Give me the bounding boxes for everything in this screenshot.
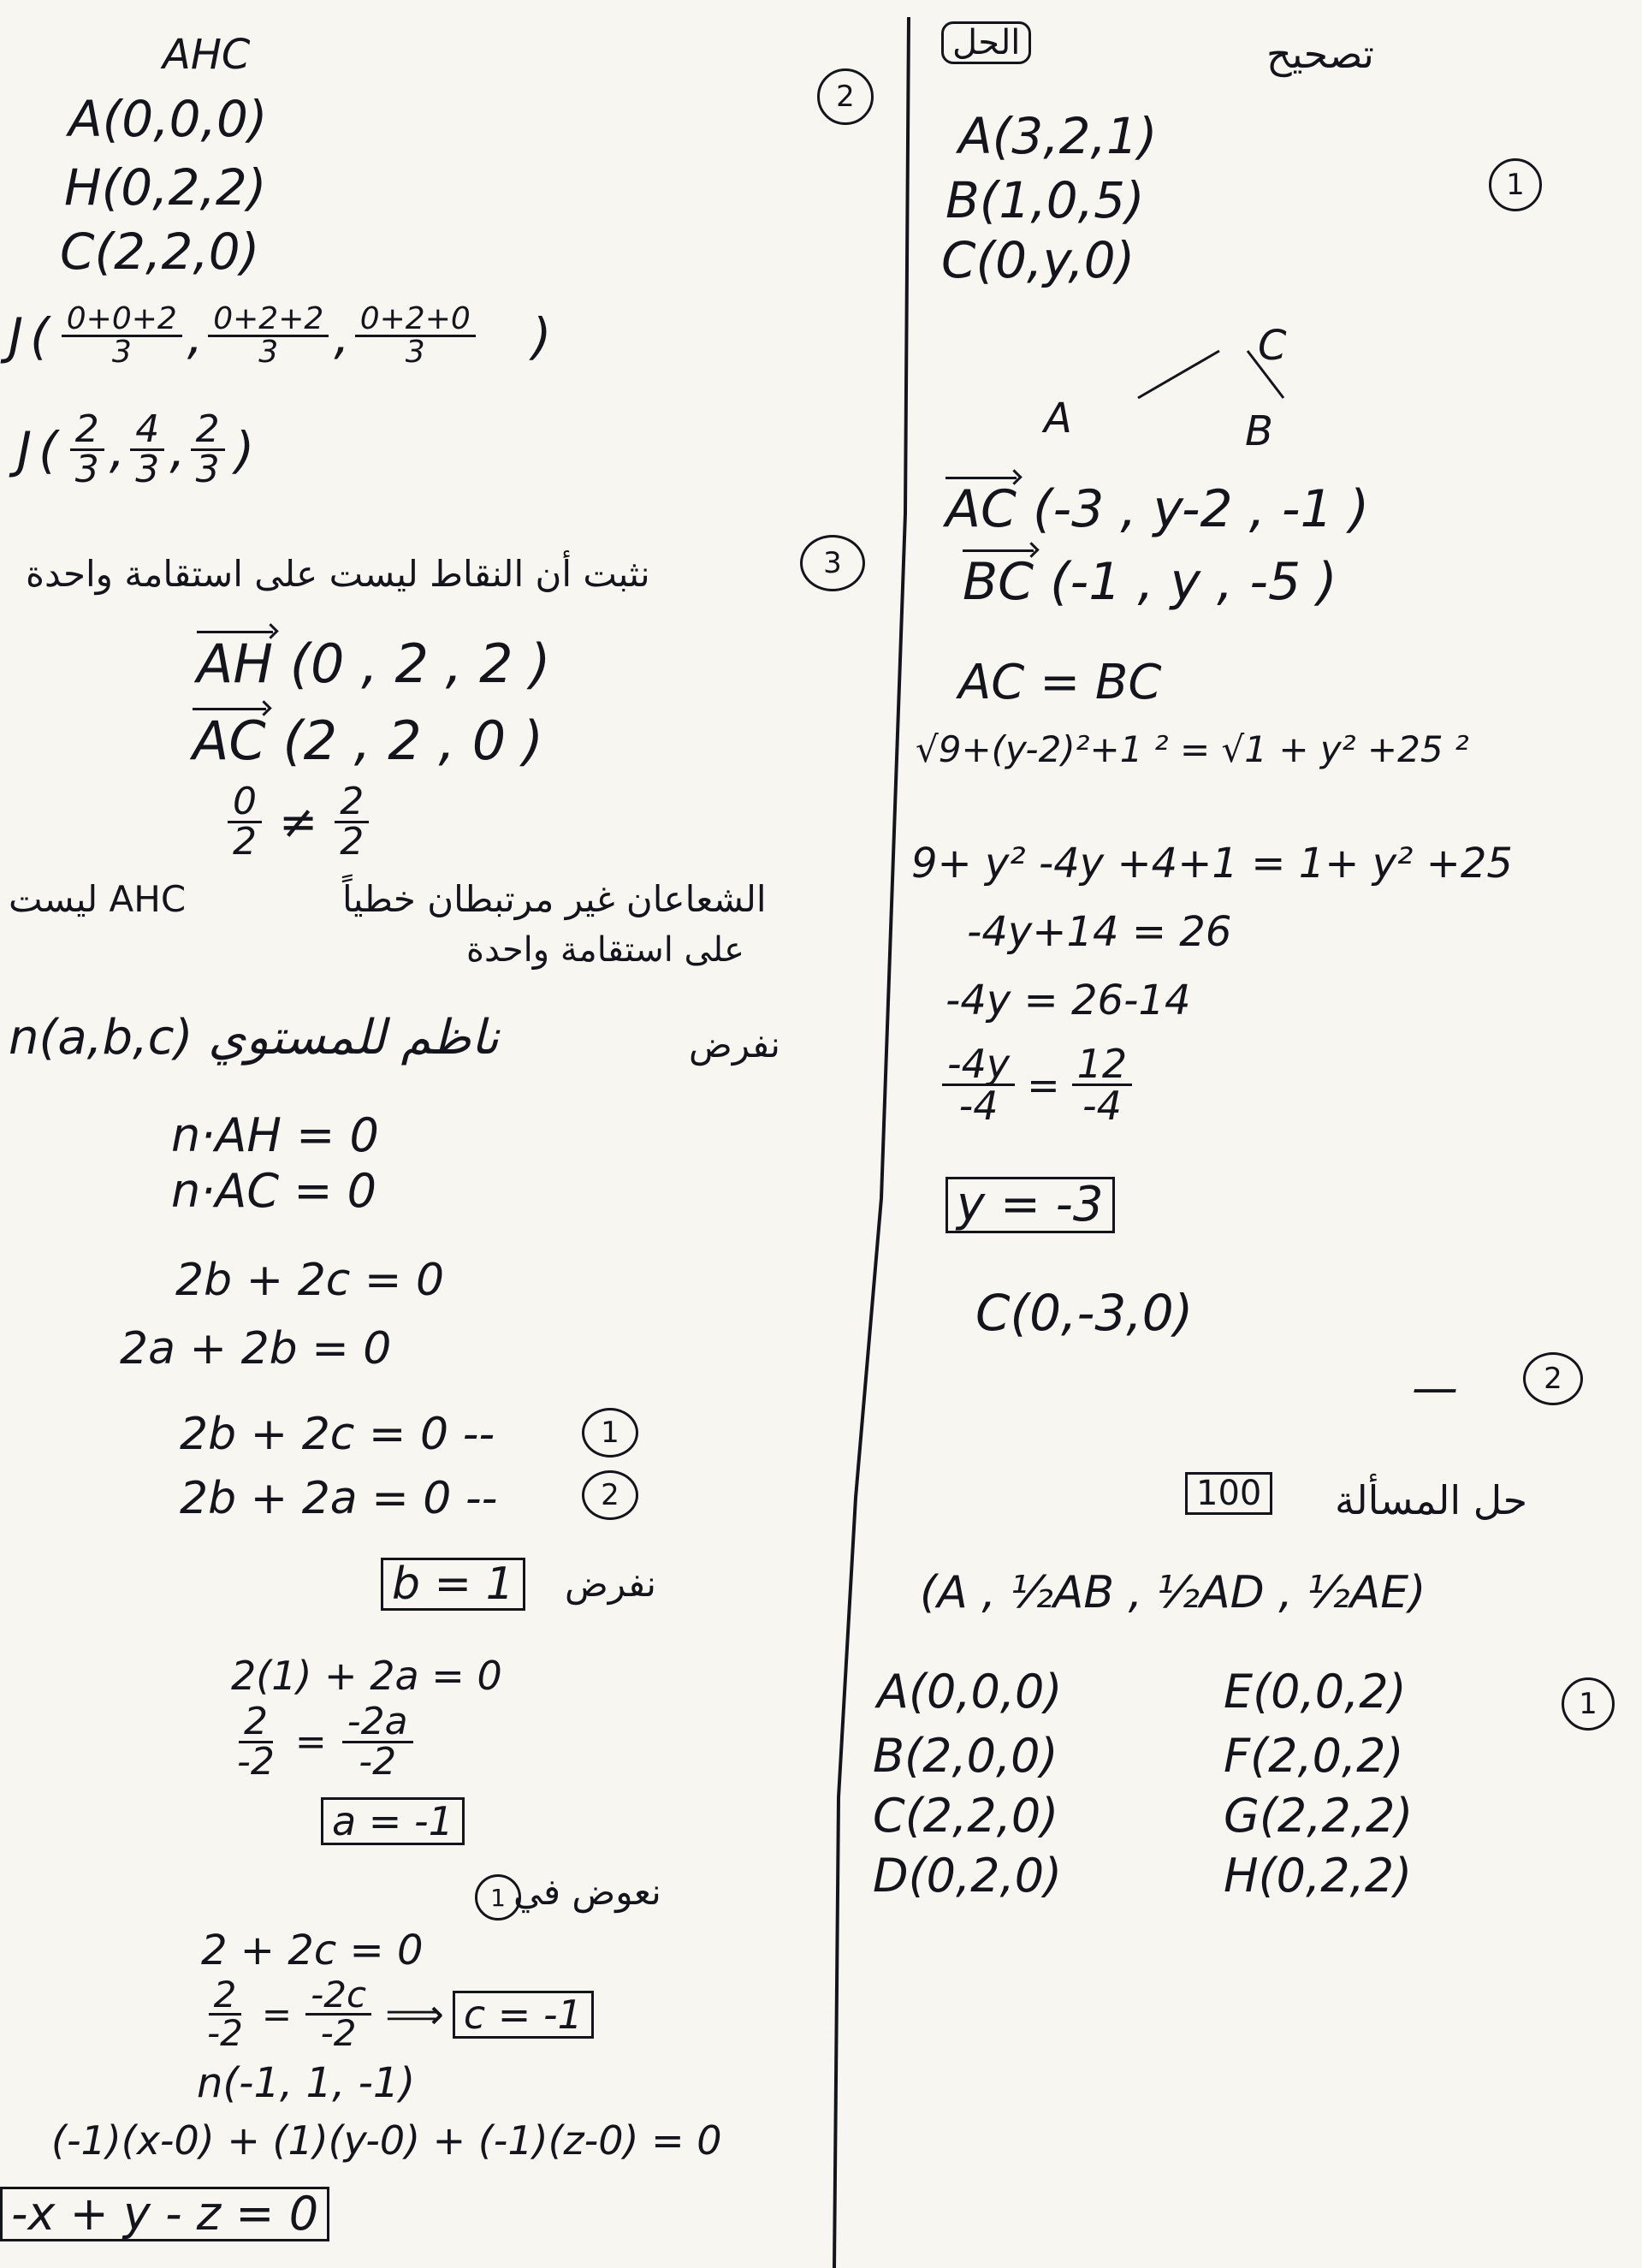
equation-2-marker: 2	[582, 1470, 638, 1520]
centroid-x-frac: $\frac{0+0+2}{3}$	[62, 304, 182, 368]
point-c: C(2,2,0)	[60, 223, 260, 281]
solution-header-box: الحل	[941, 21, 1031, 64]
vector-ah: AH (0 , 2 , 2 )	[197, 632, 551, 695]
assume-label: نفرض	[689, 1024, 780, 1066]
expanded-equation: 9+ y² -4y +4+1 = 1+ y² +25	[911, 840, 1513, 888]
cube-point-e: E(0,0,2)	[1224, 1665, 1407, 1719]
cube-point-d: D(0,2,0)	[873, 1849, 1063, 1903]
normal-vector-result: n(-1, 1, -1)	[197, 2059, 416, 2107]
centroid-result: J ( $\frac{2}{3}$ , $\frac{4}{3}$ , $\frac{2}{3}$ )	[17, 407, 255, 491]
triangle-label-c: C	[1258, 322, 1287, 370]
cube-point-a: A(0,0,0)	[877, 1665, 1063, 1719]
question-3-marker: 3	[800, 535, 865, 591]
question-1-marker: 1	[1489, 158, 1542, 211]
centroid-name: J	[9, 306, 24, 365]
vector-bc: BC (-1 , y , -5 )	[963, 552, 1337, 612]
equal-lengths: AC = BC	[958, 655, 1162, 710]
question-2-marker: 2	[1523, 1352, 1583, 1405]
c-equation: 2 + 2c = 0	[201, 1927, 424, 1974]
dot-product-ah: n·AH = 0	[171, 1108, 379, 1162]
triangle-sketch	[1027, 317, 1335, 471]
a-value: a = -1	[321, 1797, 465, 1845]
problem-score: 100	[1185, 1472, 1272, 1515]
dot-product-ac: n·AC = 0	[171, 1164, 376, 1218]
point-c: C(0,y,0)	[941, 231, 1135, 289]
plane-title: AHC	[163, 31, 251, 79]
point-h: H(0,2,2)	[64, 158, 267, 217]
solve-c-fraction: $\frac{2}{-2}$ = $\frac{-2c}{-2}$ ⟹ c = -1	[197, 1977, 594, 2051]
centroid-y-frac: $\frac{0+2+2}{3}$	[208, 304, 329, 368]
b-value: b = 1	[381, 1558, 525, 1611]
y-value: y = -3	[945, 1177, 1115, 1233]
substitute-in-label: نعوض في	[513, 1871, 661, 1913]
solution-header-title: تصحيح	[1266, 31, 1374, 77]
problem-label: حل المسألة	[1335, 1477, 1528, 1523]
note-plane-name: AHC ليست	[9, 878, 187, 920]
vector-ac: AC (2 , 2 , 0 )	[193, 709, 544, 772]
plane-equation: (-1)(x-0) + (1)(y-0) + (-1)(z-0) = 0	[51, 2117, 722, 2164]
sqrt-equation: √9+(y-2)²+1 ² = √1 + y² +25 ²	[916, 728, 1469, 770]
point-a: A(0,0,0)	[68, 90, 268, 148]
question-2-marker: 2	[817, 68, 874, 125]
right-column	[873, 0, 1642, 2268]
triangle-label-b: B	[1245, 407, 1273, 455]
equation-ab: 2a + 2b = 0	[120, 1323, 392, 1374]
note-not-collinear-2: على استقامة واحدة	[466, 930, 744, 970]
ratio-check: $\frac{0}{2}$ ≠ $\frac{2}{2}$	[222, 783, 374, 861]
point-a: A(3,2,1)	[958, 107, 1158, 165]
note-not-collinear-1: الشعاعان غير مرتبطان خطياً	[342, 878, 767, 920]
substitution-b: 2(1) + 2a = 0	[231, 1653, 502, 1699]
assume-b-label: نفرض	[565, 1563, 656, 1605]
vector-ac: AC (-3 , y-2 , -1 )	[945, 479, 1370, 539]
equation-2: 2b + 2a = 0 --	[180, 1473, 498, 1524]
centroid-formula: J ( $\frac{0+0+2}{3}$ , $\frac{0+2+2}{3}$ , $\frac{0+2+0}{3}$ )	[9, 301, 552, 370]
equation-step-3: $\frac{-4y}{-4}$ = $\frac{12}{-4}$	[937, 1044, 1137, 1125]
cube-point-g: G(2,2,2)	[1224, 1789, 1414, 1843]
part-1-marker: 1	[1562, 1677, 1615, 1731]
cube-point-h: H(0,2,2)	[1224, 1849, 1413, 1903]
equation-1-marker: 1	[582, 1408, 638, 1458]
q3-statement: نثبت أن النقاط ليست على استقامة واحدة	[26, 553, 650, 595]
cube-point-b: B(2,0,0)	[873, 1729, 1058, 1783]
c-value: c = -1	[453, 1991, 594, 2039]
point-b: B(1,0,5)	[945, 171, 1145, 229]
triangle-label-a: A	[1044, 395, 1072, 442]
coordinate-frame: (A , ½AB , ½AD , ½AE)	[920, 1567, 1426, 1618]
equation-step-2: -4y = 26-14	[945, 977, 1191, 1024]
c-point-result: C(0,-3,0)	[975, 1284, 1194, 1342]
equation-bc: 2b + 2c = 0	[175, 1255, 445, 1306]
normal-vector-def: n(a,b,c) ناظم للمستوي	[9, 1010, 500, 1066]
equation-1: 2b + 2c = 0 --	[180, 1409, 495, 1460]
substitute-eq-marker: 1	[475, 1874, 521, 1921]
plane-equation-final: -x + y - z = 0	[0, 2187, 329, 2241]
centroid-z-frac: $\frac{0+2+0}{3}$	[355, 304, 476, 368]
cube-point-f: F(2,0,2)	[1224, 1729, 1404, 1783]
solve-a-fraction: $\frac{2}{-2}$ = $\frac{-2a}{-2}$	[227, 1703, 418, 1781]
equation-step-1: -4y+14 = 26	[967, 908, 1232, 956]
question-2-dash: —	[1412, 1361, 1458, 1415]
cube-point-c: C(2,2,0)	[873, 1789, 1059, 1843]
